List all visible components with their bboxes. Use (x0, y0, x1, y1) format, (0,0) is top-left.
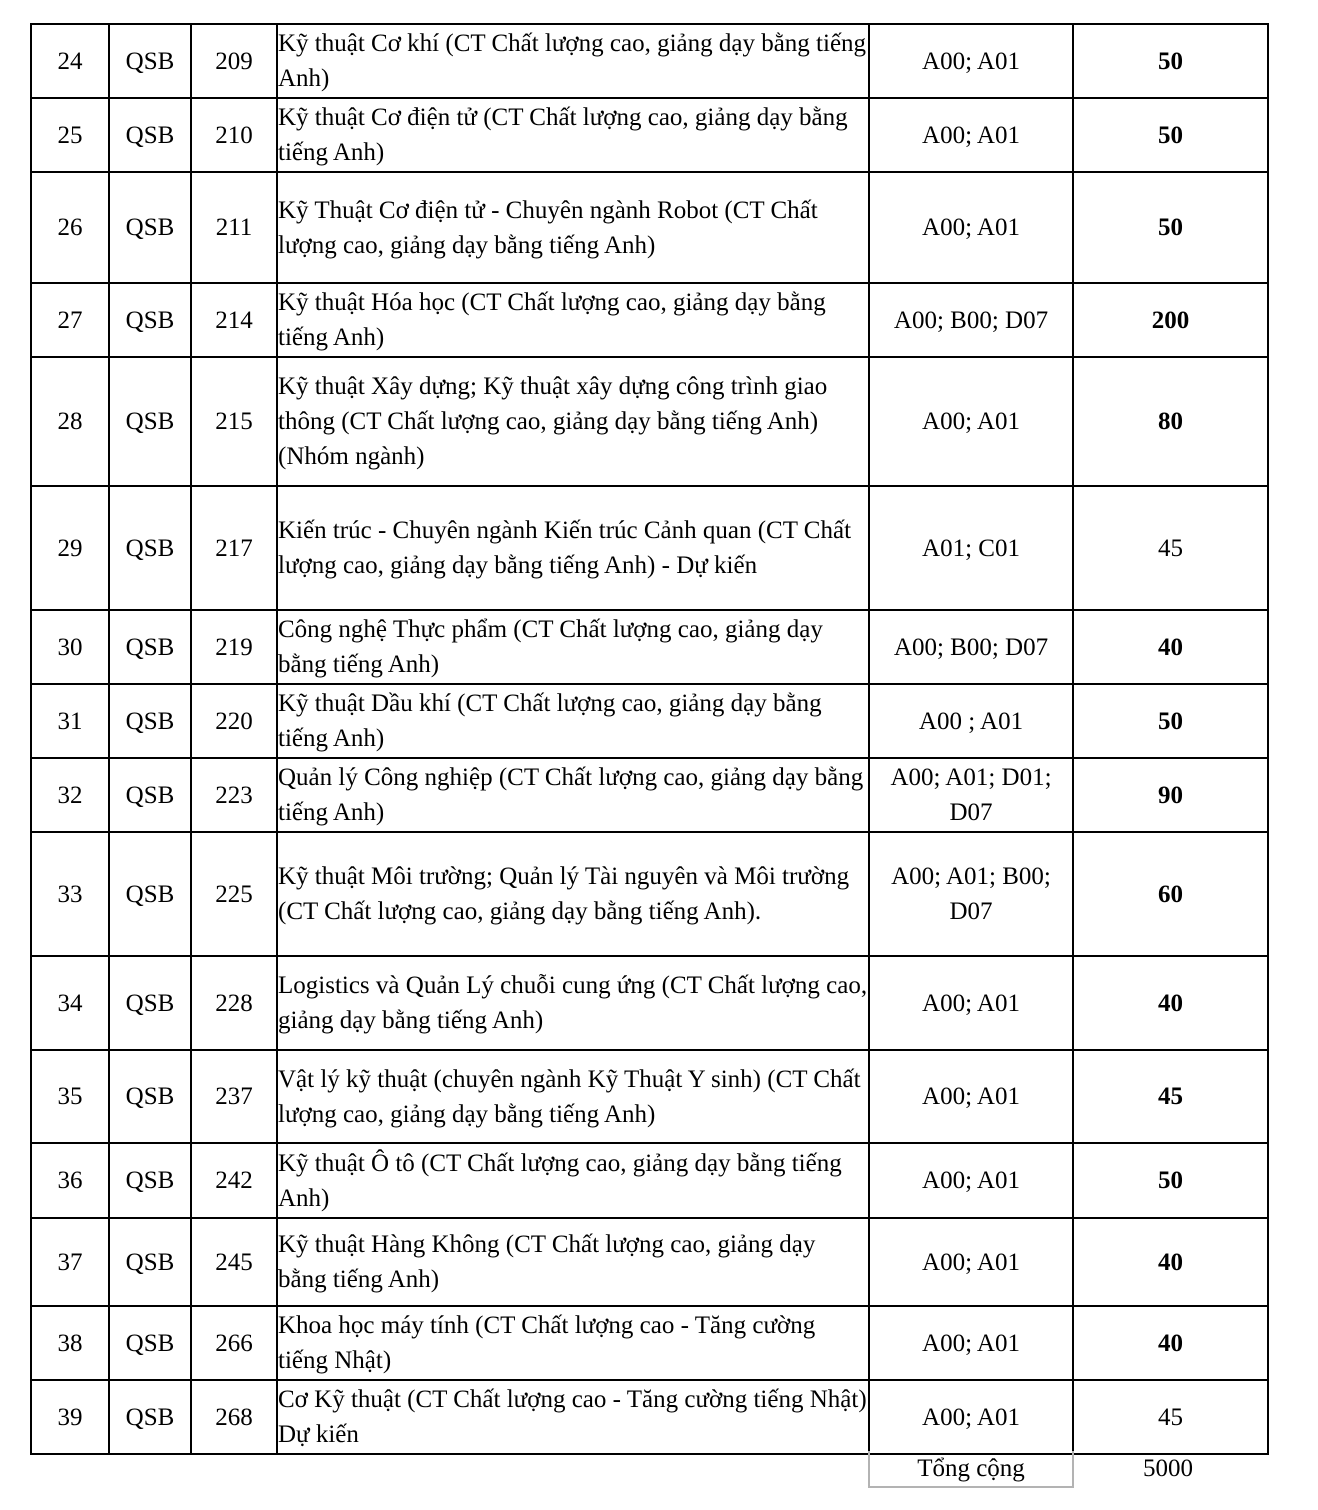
enrollment-quota: 50 (1073, 24, 1268, 98)
row-number: 27 (31, 283, 109, 357)
row-number: 37 (31, 1218, 109, 1306)
subject-combinations: A00; B00; D07 (869, 610, 1073, 684)
school-code: QSB (109, 684, 191, 758)
program-name: Kỹ thuật Cơ khí (CT Chất lượng cao, giảng dạy bằng tiếng Anh) (277, 24, 869, 98)
program-code: 228 (191, 956, 277, 1050)
row-number: 26 (31, 172, 109, 283)
enrollment-quota: 50 (1073, 98, 1268, 172)
table-row (31, 1143, 1268, 1218)
program-name: Kiến trúc - Chuyên ngành Kiến trúc Cảnh quan (CT Chất lượng cao, giảng dạy bằng tiếng Anh) - Dự kiến (277, 486, 869, 610)
table-row (31, 283, 1268, 357)
table-row (31, 172, 1268, 283)
subject-combinations: A00; A01 (869, 24, 1073, 98)
school-code: QSB (109, 486, 191, 610)
subject-combinations: A00; A01; B00; D07 (869, 832, 1073, 956)
subject-combinations: A00; A01 (869, 1306, 1073, 1380)
admissions-table-sheet (30, 23, 1269, 1455)
school-code: QSB (109, 758, 191, 832)
row-number: 36 (31, 1143, 109, 1218)
table-row (31, 357, 1268, 486)
table-row (31, 610, 1268, 684)
program-name: Kỹ thuật Hóa học (CT Chất lượng cao, giảng dạy bằng tiếng Anh) (277, 283, 869, 357)
row-number: 34 (31, 956, 109, 1050)
subject-combinations: A00; A01 (869, 1143, 1073, 1218)
program-name: Kỹ thuật Xây dựng; Kỹ thuật xây dựng công trình giao thông (CT Chất lượng cao, giảng dạy bằng tiếng Anh) (Nhóm ngành) (277, 357, 869, 486)
table-row (31, 486, 1268, 610)
total-value: 5000 (1143, 1455, 1193, 1482)
enrollment-quota: 200 (1073, 283, 1268, 357)
subject-combinations: A00; A01 (869, 956, 1073, 1050)
row-number: 38 (31, 1306, 109, 1380)
program-name: Công nghệ Thực phẩm (CT Chất lượng cao, giảng dạy bằng tiếng Anh) (277, 610, 869, 684)
subject-combinations: A00; A01 (869, 1380, 1073, 1454)
program-name: Kỹ thuật Cơ điện tử (CT Chất lượng cao, giảng dạy bằng tiếng Anh) (277, 98, 869, 172)
enrollment-quota: 90 (1073, 758, 1268, 832)
admissions-table (30, 23, 1269, 1455)
program-code: 237 (191, 1050, 277, 1143)
subject-combinations: A00; A01 (869, 172, 1073, 283)
enrollment-quota: 45 (1073, 1050, 1268, 1143)
table-row (31, 1218, 1268, 1306)
program-code: 217 (191, 486, 277, 610)
program-name: Vật lý kỹ thuật (chuyên ngành Kỹ Thuật Y sinh) (CT Chất lượng cao, giảng dạy bằng tiếng Anh) (277, 1050, 869, 1143)
table-row (31, 1050, 1268, 1143)
school-code: QSB (109, 98, 191, 172)
school-code: QSB (109, 1218, 191, 1306)
enrollment-quota: 45 (1073, 1380, 1268, 1454)
table-row (31, 956, 1268, 1050)
subject-combinations: A01; C01 (869, 486, 1073, 610)
table-row (31, 684, 1268, 758)
enrollment-quota: 45 (1073, 486, 1268, 610)
program-code: 209 (191, 24, 277, 98)
enrollment-quota: 40 (1073, 1218, 1268, 1306)
program-code: 215 (191, 357, 277, 486)
program-name: Kỹ thuật Ô tô (CT Chất lượng cao, giảng dạy bằng tiếng Anh) (277, 1143, 869, 1218)
table-row (31, 832, 1268, 956)
program-name: Kỹ thuật Dầu khí (CT Chất lượng cao, giảng dạy bằng tiếng Anh) (277, 684, 869, 758)
program-name: Kỹ thuật Môi trường; Quản lý Tài nguyên và Môi trường (CT Chất lượng cao, giảng dạy bằng tiếng Anh). (277, 832, 869, 956)
row-number: 33 (31, 832, 109, 956)
subject-combinations: A00; A01 (869, 1050, 1073, 1143)
enrollment-quota: 80 (1073, 357, 1268, 486)
row-number: 39 (31, 1380, 109, 1454)
program-code: 220 (191, 684, 277, 758)
subject-combinations: A00; A01; D01; D07 (869, 758, 1073, 832)
enrollment-quota: 40 (1073, 610, 1268, 684)
program-code: 266 (191, 1306, 277, 1380)
total-label: Tổng cộng (868, 1451, 1074, 1488)
enrollment-quota: 50 (1073, 172, 1268, 283)
table-row (31, 24, 1268, 98)
subject-combinations: A00; A01 (869, 1218, 1073, 1306)
school-code: QSB (109, 1380, 191, 1454)
program-code: 268 (191, 1380, 277, 1454)
subject-combinations: A00; B00; D07 (869, 283, 1073, 357)
table-row (31, 1306, 1268, 1380)
row-number: 30 (31, 610, 109, 684)
row-number: 29 (31, 486, 109, 610)
school-code: QSB (109, 283, 191, 357)
school-code: QSB (109, 1306, 191, 1380)
program-code: 245 (191, 1218, 277, 1306)
row-number: 25 (31, 98, 109, 172)
row-number: 32 (31, 758, 109, 832)
table-row (31, 98, 1268, 172)
program-code: 223 (191, 758, 277, 832)
table-body (31, 24, 1268, 1454)
row-number: 35 (31, 1050, 109, 1143)
program-name: Logistics và Quản Lý chuỗi cung ứng (CT Chất lượng cao, giảng dạy bằng tiếng Anh) (277, 956, 869, 1050)
school-code: QSB (109, 956, 191, 1050)
enrollment-quota: 40 (1073, 1306, 1268, 1380)
subject-combinations: A00; A01 (869, 98, 1073, 172)
program-name: Cơ Kỹ thuật (CT Chất lượng cao - Tăng cường tiếng Nhật) Dự kiến (277, 1380, 869, 1454)
school-code: QSB (109, 610, 191, 684)
table-row (31, 758, 1268, 832)
school-code: QSB (109, 1143, 191, 1218)
program-name: Kỹ thuật Hàng Không (CT Chất lượng cao, giảng dạy bằng tiếng Anh) (277, 1218, 869, 1306)
program-name: Kỹ Thuật Cơ điện tử - Chuyên ngành Robot (CT Chất lượng cao, giảng dạy bằng tiếng Anh) (277, 172, 869, 283)
enrollment-quota: 50 (1073, 1143, 1268, 1218)
subject-combinations: A00 ; A01 (869, 684, 1073, 758)
program-code: 214 (191, 283, 277, 357)
program-code: 219 (191, 610, 277, 684)
row-number: 24 (31, 24, 109, 98)
row-number: 31 (31, 684, 109, 758)
school-code: QSB (109, 1050, 191, 1143)
program-code: 210 (191, 98, 277, 172)
enrollment-quota: 40 (1073, 956, 1268, 1050)
program-name: Khoa học máy tính (CT Chất lượng cao - Tăng cường tiếng Nhật) (277, 1306, 869, 1380)
program-code: 211 (191, 172, 277, 283)
subject-combinations: A00; A01 (869, 357, 1073, 486)
enrollment-quota: 50 (1073, 684, 1268, 758)
program-code: 225 (191, 832, 277, 956)
row-number: 28 (31, 357, 109, 486)
program-name: Quản lý Công nghiệp (CT Chất lượng cao, giảng dạy bằng tiếng Anh) (277, 758, 869, 832)
school-code: QSB (109, 357, 191, 486)
school-code: QSB (109, 172, 191, 283)
program-code: 242 (191, 1143, 277, 1218)
enrollment-quota: 60 (1073, 832, 1268, 956)
school-code: QSB (109, 832, 191, 956)
table-row (31, 1380, 1268, 1454)
school-code: QSB (109, 24, 191, 98)
